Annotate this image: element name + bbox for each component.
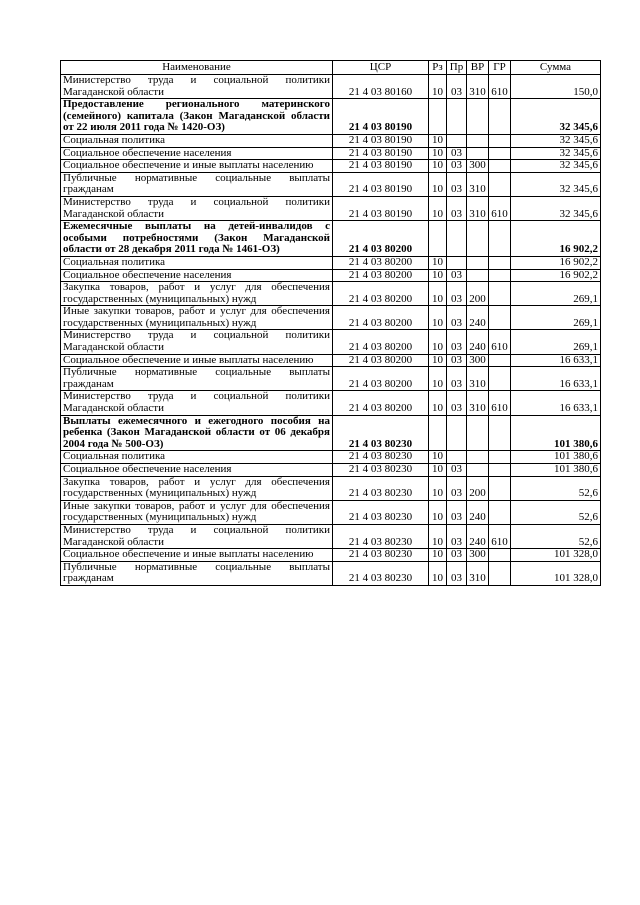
cell-sum: 16 633,1 — [511, 367, 601, 391]
table-row — [61, 75, 601, 99]
cell-rz: 10 — [429, 524, 447, 548]
cell-vr: 300 — [467, 549, 489, 562]
cell-sum: 52,6 — [511, 524, 601, 548]
cell-name: Ежемесячные выплаты на детей-инвалидов с особыми потребностями (Закон Магаданской области от 28 декабря 2011 года № 1461-ОЗ) — [61, 221, 333, 257]
table-body — [61, 75, 601, 586]
cell-csr: 21 4 03 80190 — [333, 134, 429, 147]
table-row — [61, 134, 601, 147]
cell-pr: 03 — [447, 464, 467, 477]
cell-csr: 21 4 03 80200 — [333, 282, 429, 306]
cell-csr: 21 4 03 80190 — [333, 196, 429, 220]
cell-csr: 21 4 03 80230 — [333, 561, 429, 585]
cell-name: Социальная политика — [61, 256, 333, 269]
cell-name: Социальная политика — [61, 134, 333, 147]
cell-csr: 21 4 03 80230 — [333, 524, 429, 548]
cell-rz: 10 — [429, 160, 447, 173]
cell-name: Министерство труда и социальной политики Магаданской области — [61, 391, 333, 415]
cell-name: Социальное обеспечение и иные выплаты населению — [61, 160, 333, 173]
header-gr: ГР — [489, 61, 511, 75]
cell-gr: 610 — [489, 330, 511, 354]
cell-gr — [489, 147, 511, 160]
cell-gr — [489, 256, 511, 269]
cell-csr: 21 4 03 80230 — [333, 476, 429, 500]
cell-pr: 03 — [447, 330, 467, 354]
cell-csr: 21 4 03 80200 — [333, 221, 429, 257]
cell-rz: 10 — [429, 282, 447, 306]
cell-pr: 03 — [447, 147, 467, 160]
cell-rz: 10 — [429, 500, 447, 524]
cell-gr — [489, 464, 511, 477]
table-row — [61, 282, 601, 306]
cell-sum: 52,6 — [511, 476, 601, 500]
cell-rz — [429, 221, 447, 257]
table-row — [61, 391, 601, 415]
cell-csr: 21 4 03 80230 — [333, 500, 429, 524]
cell-name: Публичные нормативные социальные выплаты гражданам — [61, 172, 333, 196]
cell-sum: 16 902,2 — [511, 269, 601, 282]
cell-gr — [489, 99, 511, 135]
table-row — [61, 256, 601, 269]
cell-csr: 21 4 03 80230 — [333, 451, 429, 464]
cell-pr — [447, 256, 467, 269]
cell-sum: 269,1 — [511, 306, 601, 330]
cell-name: Социальное обеспечение населения — [61, 147, 333, 160]
cell-name: Иные закупки товаров, работ и услуг для обеспечения государственных (муниципальных) нужд — [61, 306, 333, 330]
cell-gr — [489, 451, 511, 464]
cell-vr: 310 — [467, 391, 489, 415]
cell-name: Публичные нормативные социальные выплаты гражданам — [61, 561, 333, 585]
cell-vr: 300 — [467, 354, 489, 367]
cell-rz — [429, 415, 447, 451]
cell-vr: 310 — [467, 75, 489, 99]
cell-sum: 101 380,6 — [511, 464, 601, 477]
cell-gr — [489, 476, 511, 500]
cell-pr: 03 — [447, 391, 467, 415]
table-row — [61, 147, 601, 160]
cell-name: Закупка товаров, работ и услуг для обеспечения государственных (муниципальных) нужд — [61, 282, 333, 306]
cell-rz: 10 — [429, 256, 447, 269]
cell-rz: 10 — [429, 391, 447, 415]
table-row — [61, 172, 601, 196]
table-row — [61, 451, 601, 464]
cell-gr — [489, 221, 511, 257]
cell-name: Социальное обеспечение населения — [61, 269, 333, 282]
budget-table — [60, 60, 601, 586]
cell-pr: 03 — [447, 354, 467, 367]
table-row — [61, 99, 601, 135]
cell-pr — [447, 134, 467, 147]
header-csr: ЦСР — [333, 61, 429, 75]
cell-vr — [467, 415, 489, 451]
cell-rz: 10 — [429, 354, 447, 367]
cell-vr — [467, 451, 489, 464]
cell-sum: 101 328,0 — [511, 561, 601, 585]
cell-gr — [489, 306, 511, 330]
cell-sum: 32 345,6 — [511, 99, 601, 135]
cell-csr: 21 4 03 80190 — [333, 160, 429, 173]
table-row — [61, 196, 601, 220]
cell-name: Социальная политика — [61, 451, 333, 464]
cell-gr — [489, 134, 511, 147]
cell-name: Предоставление регионального материнского (семейного) капитала (Закон Магаданской области от 22 июля 2011 года № 1420-ОЗ) — [61, 99, 333, 135]
cell-pr: 03 — [447, 306, 467, 330]
cell-csr: 21 4 03 80200 — [333, 391, 429, 415]
cell-pr: 03 — [447, 367, 467, 391]
cell-vr: 240 — [467, 330, 489, 354]
cell-name: Социальное обеспечение населения — [61, 464, 333, 477]
cell-sum: 269,1 — [511, 282, 601, 306]
cell-sum: 16 633,1 — [511, 354, 601, 367]
cell-gr — [489, 549, 511, 562]
cell-csr: 21 4 03 80190 — [333, 147, 429, 160]
cell-csr: 21 4 03 80200 — [333, 354, 429, 367]
cell-rz: 10 — [429, 476, 447, 500]
cell-csr: 21 4 03 80200 — [333, 367, 429, 391]
cell-sum: 32 345,6 — [511, 147, 601, 160]
cell-rz: 10 — [429, 306, 447, 330]
cell-pr: 03 — [447, 561, 467, 585]
cell-csr: 21 4 03 80200 — [333, 306, 429, 330]
cell-gr — [489, 415, 511, 451]
cell-pr — [447, 221, 467, 257]
cell-name: Иные закупки товаров, работ и услуг для обеспечения государственных (муниципальных) нужд — [61, 500, 333, 524]
cell-csr: 21 4 03 80230 — [333, 415, 429, 451]
cell-pr: 03 — [447, 75, 467, 99]
table-row — [61, 330, 601, 354]
table-row — [61, 476, 601, 500]
cell-gr — [489, 561, 511, 585]
cell-rz: 10 — [429, 367, 447, 391]
cell-sum: 150,0 — [511, 75, 601, 99]
cell-pr — [447, 415, 467, 451]
table-row — [61, 561, 601, 585]
cell-vr: 240 — [467, 306, 489, 330]
cell-csr: 21 4 03 80160 — [333, 75, 429, 99]
cell-rz: 10 — [429, 75, 447, 99]
cell-pr: 03 — [447, 172, 467, 196]
cell-vr: 200 — [467, 476, 489, 500]
cell-rz: 10 — [429, 561, 447, 585]
table-row — [61, 524, 601, 548]
cell-sum: 32 345,6 — [511, 172, 601, 196]
table-row — [61, 221, 601, 257]
cell-sum: 16 633,1 — [511, 391, 601, 415]
cell-sum: 101 328,0 — [511, 549, 601, 562]
cell-name: Закупка товаров, работ и услуг для обеспечения государственных (муниципальных) нужд — [61, 476, 333, 500]
cell-csr: 21 4 03 80230 — [333, 549, 429, 562]
cell-vr — [467, 269, 489, 282]
cell-gr — [489, 500, 511, 524]
header-name: Наименование — [61, 61, 333, 75]
header-pr: Пр — [447, 61, 467, 75]
cell-rz: 10 — [429, 134, 447, 147]
cell-csr: 21 4 03 80190 — [333, 99, 429, 135]
cell-vr — [467, 134, 489, 147]
cell-name: Министерство труда и социальной политики Магаданской области — [61, 196, 333, 220]
cell-name: Министерство труда и социальной политики Магаданской области — [61, 330, 333, 354]
table-row — [61, 415, 601, 451]
cell-gr — [489, 269, 511, 282]
cell-sum: 52,6 — [511, 500, 601, 524]
cell-sum: 32 345,6 — [511, 160, 601, 173]
cell-gr — [489, 367, 511, 391]
cell-pr: 03 — [447, 500, 467, 524]
cell-gr: 610 — [489, 196, 511, 220]
cell-name: Выплаты ежемесячного и ежегодного пособия на ребенка (Закон Магаданской области от 06 декабря 2004 года № 500-ОЗ) — [61, 415, 333, 451]
cell-vr: 310 — [467, 172, 489, 196]
cell-vr: 310 — [467, 367, 489, 391]
table-row — [61, 306, 601, 330]
cell-rz: 10 — [429, 269, 447, 282]
cell-pr: 03 — [447, 476, 467, 500]
cell-gr — [489, 282, 511, 306]
cell-csr: 21 4 03 80200 — [333, 269, 429, 282]
header-vr: ВР — [467, 61, 489, 75]
table-row — [61, 464, 601, 477]
cell-name: Министерство труда и социальной политики Магаданской области — [61, 75, 333, 99]
cell-sum: 16 902,2 — [511, 221, 601, 257]
cell-vr: 240 — [467, 524, 489, 548]
cell-vr: 200 — [467, 282, 489, 306]
table-row — [61, 367, 601, 391]
cell-pr: 03 — [447, 282, 467, 306]
cell-vr — [467, 147, 489, 160]
table-row — [61, 269, 601, 282]
cell-rz — [429, 99, 447, 135]
cell-pr — [447, 99, 467, 135]
cell-sum: 16 902,2 — [511, 256, 601, 269]
cell-vr — [467, 221, 489, 257]
cell-pr: 03 — [447, 549, 467, 562]
cell-sum: 101 380,6 — [511, 451, 601, 464]
cell-rz: 10 — [429, 147, 447, 160]
cell-rz: 10 — [429, 196, 447, 220]
header-sum: Сумма — [511, 61, 601, 75]
header-row — [61, 61, 601, 75]
cell-vr: 310 — [467, 196, 489, 220]
cell-pr: 03 — [447, 196, 467, 220]
cell-vr — [467, 464, 489, 477]
cell-csr: 21 4 03 80190 — [333, 172, 429, 196]
table-row — [61, 354, 601, 367]
cell-sum: 269,1 — [511, 330, 601, 354]
cell-rz: 10 — [429, 549, 447, 562]
cell-rz: 10 — [429, 464, 447, 477]
cell-gr: 610 — [489, 75, 511, 99]
cell-gr — [489, 172, 511, 196]
cell-vr: 300 — [467, 160, 489, 173]
cell-sum: 32 345,6 — [511, 196, 601, 220]
cell-pr: 03 — [447, 160, 467, 173]
cell-gr: 610 — [489, 391, 511, 415]
table-row — [61, 160, 601, 173]
cell-rz: 10 — [429, 330, 447, 354]
table-row — [61, 549, 601, 562]
cell-vr: 310 — [467, 561, 489, 585]
table-row — [61, 500, 601, 524]
cell-csr: 21 4 03 80200 — [333, 256, 429, 269]
cell-csr: 21 4 03 80230 — [333, 464, 429, 477]
cell-gr — [489, 160, 511, 173]
cell-rz: 10 — [429, 451, 447, 464]
header-rz: Рз — [429, 61, 447, 75]
cell-pr: 03 — [447, 269, 467, 282]
cell-pr — [447, 451, 467, 464]
cell-gr: 610 — [489, 524, 511, 548]
cell-sum: 32 345,6 — [511, 134, 601, 147]
cell-name: Социальное обеспечение и иные выплаты населению — [61, 549, 333, 562]
cell-name: Министерство труда и социальной политики Магаданской области — [61, 524, 333, 548]
cell-pr: 03 — [447, 524, 467, 548]
cell-gr — [489, 354, 511, 367]
cell-name: Публичные нормативные социальные выплаты гражданам — [61, 367, 333, 391]
cell-vr — [467, 256, 489, 269]
cell-sum: 101 380,6 — [511, 415, 601, 451]
cell-csr: 21 4 03 80200 — [333, 330, 429, 354]
cell-name: Социальное обеспечение и иные выплаты населению — [61, 354, 333, 367]
cell-vr: 240 — [467, 500, 489, 524]
cell-vr — [467, 99, 489, 135]
cell-rz: 10 — [429, 172, 447, 196]
